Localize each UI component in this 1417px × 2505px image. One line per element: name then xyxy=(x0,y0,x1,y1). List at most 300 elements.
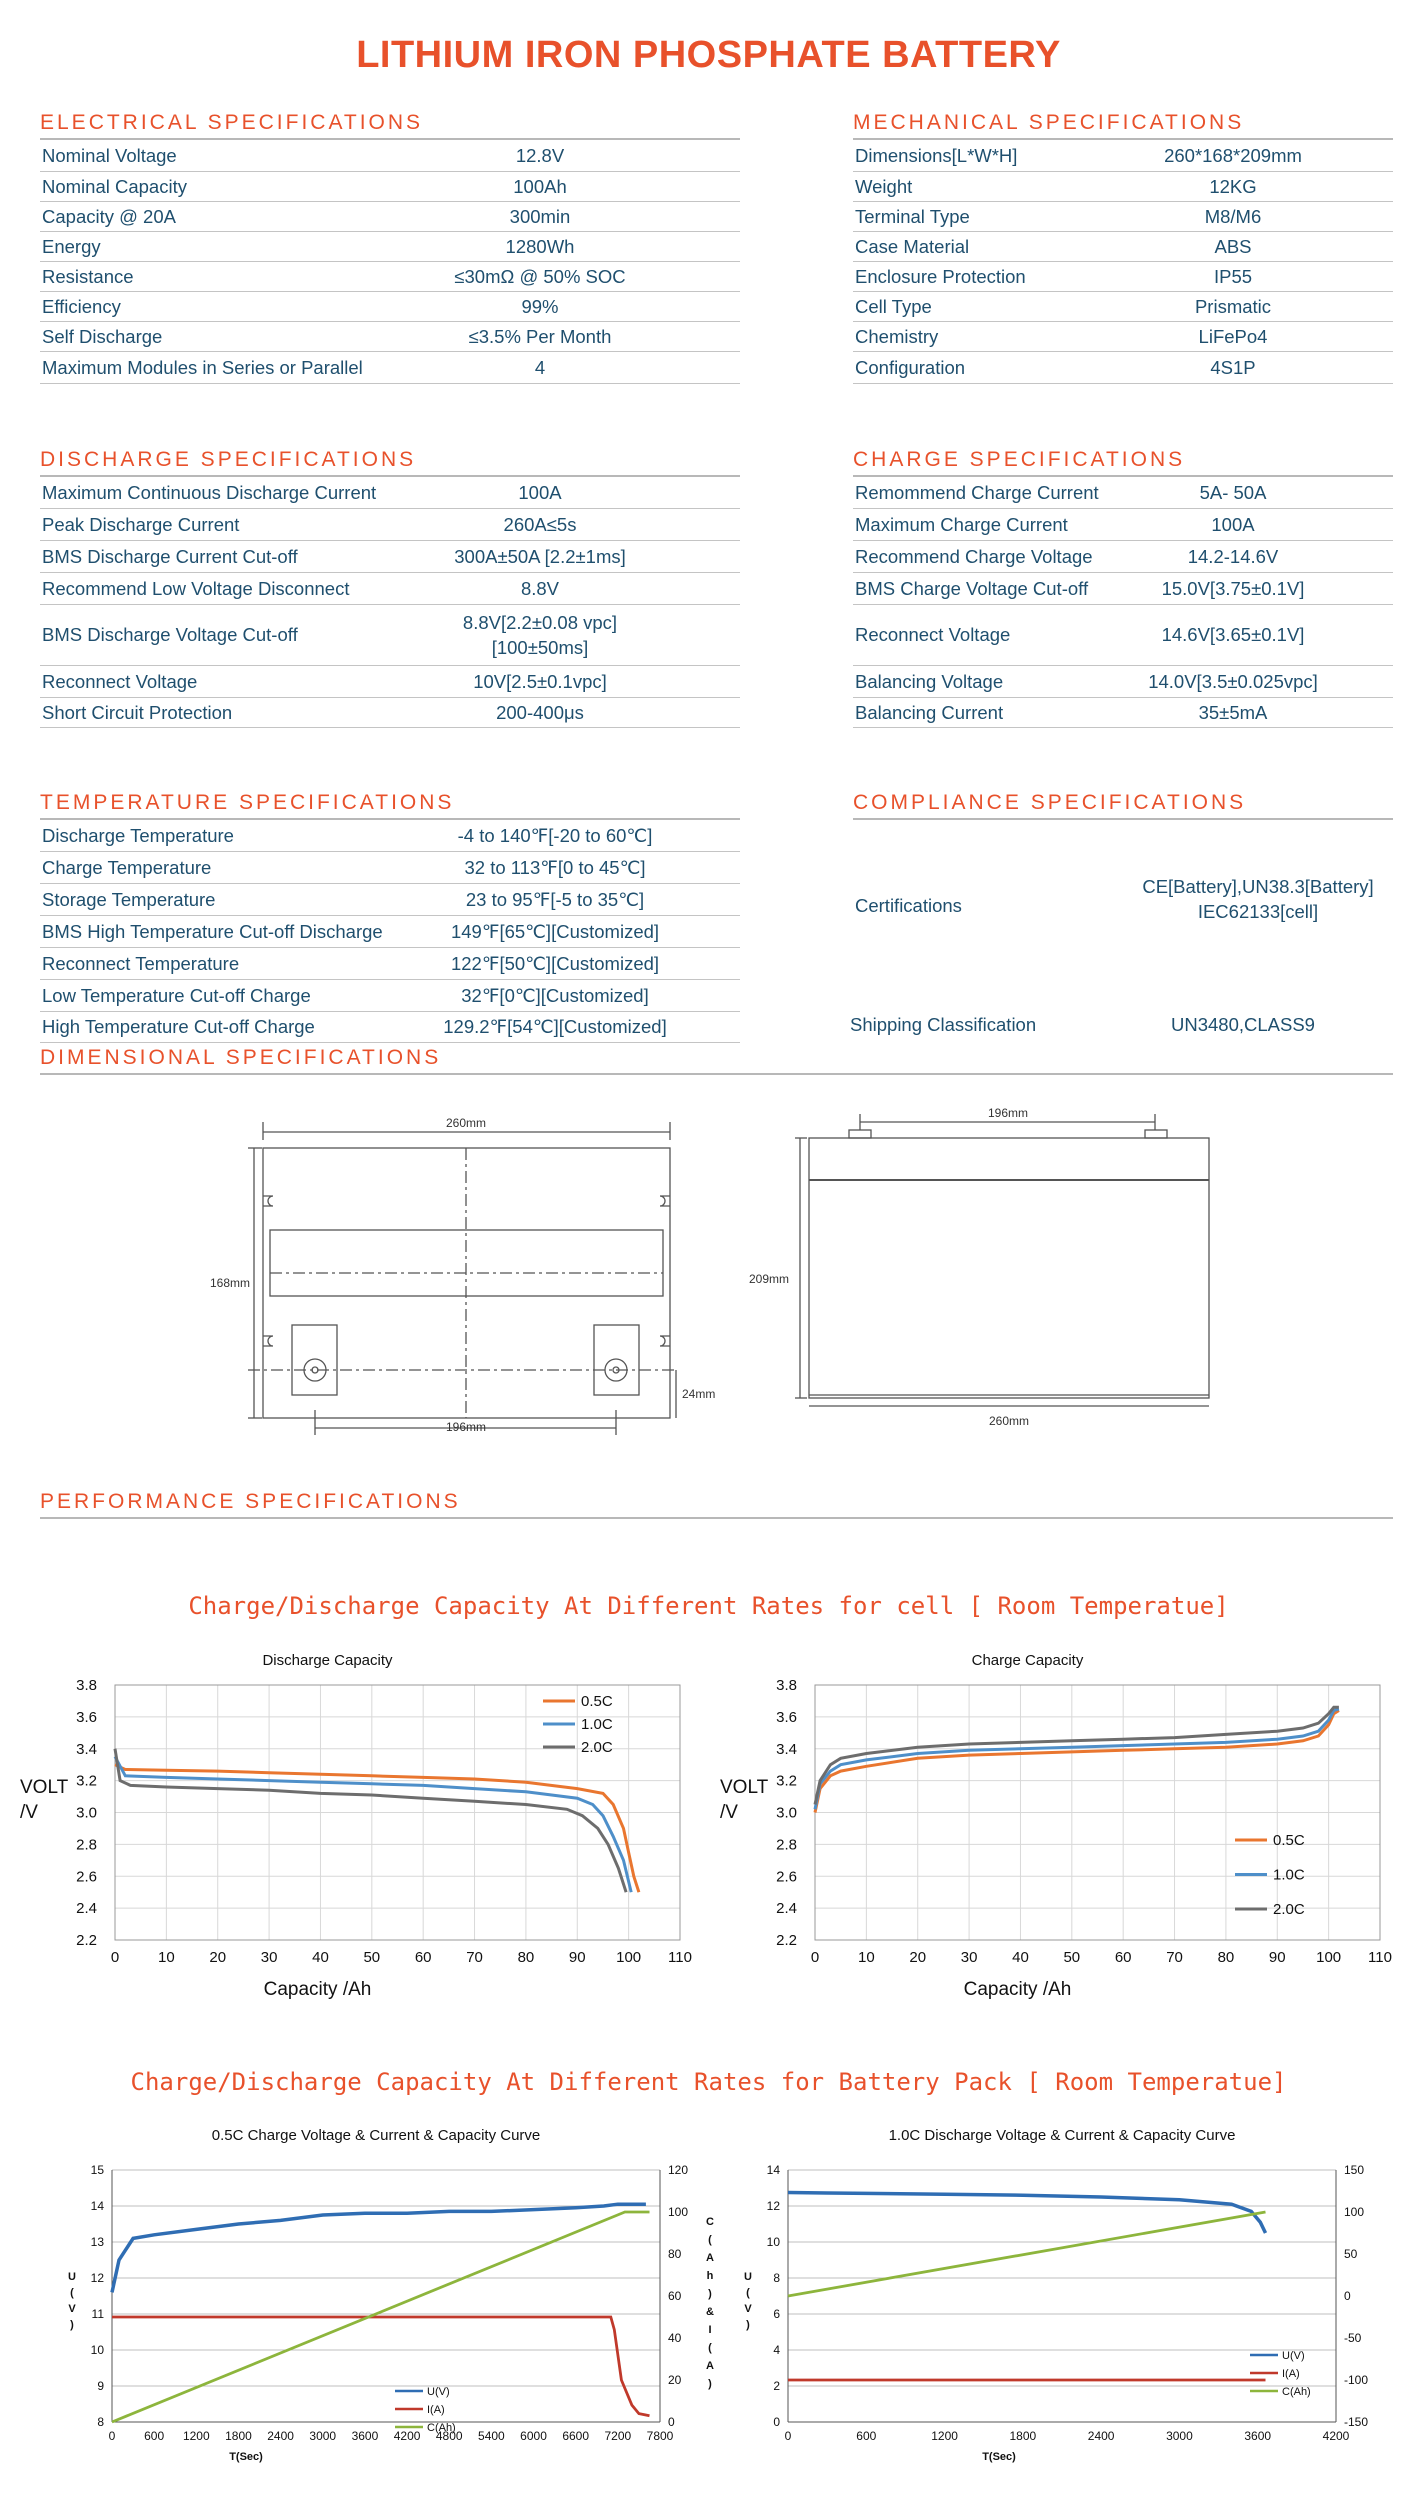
charge-label: BMS Charge Voltage Cut-off xyxy=(855,577,1089,599)
y-right-axis-label-char: ( xyxy=(708,2234,712,2246)
legend-label: U(V) xyxy=(427,2386,450,2398)
temperature-value: 23 to 95℉[-5 to 35℃] xyxy=(465,888,645,910)
y-tick-label: 0 xyxy=(773,2415,780,2429)
y-axis-label-char: U xyxy=(744,2271,752,2283)
shipping-value: UN3480,CLASS9 xyxy=(1171,1014,1315,1035)
y-tick-label: 2.8 xyxy=(776,1836,797,1854)
charge-row xyxy=(853,605,1393,666)
x-tick-label: 4200 xyxy=(393,2429,421,2443)
discharge-value-line1: 8.8V[2.2±0.08 vpc] xyxy=(462,612,618,633)
mechanical-value: 260*168*209mm xyxy=(1164,144,1302,166)
y-tick-label: 6 xyxy=(773,2307,780,2321)
y-tick-label: 8 xyxy=(97,2415,104,2429)
electrical-row xyxy=(40,172,740,202)
discharge-row xyxy=(40,666,740,698)
y-tick-label: 3.2 xyxy=(776,1772,797,1790)
electrical-row xyxy=(40,322,740,352)
legend-label: 0.5C xyxy=(1273,1832,1305,1849)
temperature-row xyxy=(40,980,740,1012)
y-axis-label: VOLT xyxy=(20,1777,69,1798)
temperature-value: 149℉[65℃][Customized] xyxy=(450,920,660,942)
temperature-label: Discharge Temperature xyxy=(42,824,234,846)
charge-label: Recommend Charge Voltage xyxy=(855,545,1093,567)
mechanical-value: 4S1P xyxy=(1210,356,1256,378)
electrical-value: ≤30mΩ @ 50% SOC xyxy=(454,265,626,287)
pack-discharge-curve-chart xyxy=(730,2115,1390,2485)
temperature-row xyxy=(40,916,740,948)
x-tick-label: 110 xyxy=(668,1949,692,1966)
legend-label: 1.0C xyxy=(581,1716,613,1733)
electrical-value: 4 xyxy=(534,356,546,378)
y-tick-label: 2.8 xyxy=(76,1836,97,1854)
x-tick-label: 70 xyxy=(1166,1949,1183,1966)
x-tick-label: 20 xyxy=(209,1949,227,1966)
temperature-value: -4 to 140℉[-20 to 60℃] xyxy=(457,824,653,846)
y-tick-label: 3.0 xyxy=(776,1804,797,1822)
discharge-row xyxy=(40,541,740,573)
x-tick-label: 20 xyxy=(909,1949,927,1966)
discharge-label: Maximum Continuous Discharge Current xyxy=(42,481,377,503)
y-right-tick-label: 40 xyxy=(668,2331,682,2345)
y-tick-label: 2.2 xyxy=(76,1932,97,1949)
electrical-row xyxy=(40,352,740,384)
legend-label: U(V) xyxy=(1282,2350,1305,2362)
x-tick-label: 0 xyxy=(110,1949,120,1966)
side-terminal-right xyxy=(1145,1130,1167,1138)
charge-value: 5A- 50A xyxy=(1199,481,1267,503)
temperature-row xyxy=(40,820,740,852)
y-right-tick-label: -50 xyxy=(1344,2331,1362,2345)
x-tick-label: 100 xyxy=(1316,1949,1342,1966)
y-right-axis-label-char: A xyxy=(706,2252,714,2264)
x-tick-label: 7200 xyxy=(604,2429,632,2443)
discharge-value: 300A±50A [2.2±1ms] xyxy=(454,545,626,567)
temperature-value: 122℉[50℃][Customized] xyxy=(450,952,660,974)
y-tick-label: 3.8 xyxy=(76,1677,97,1694)
certifications-value xyxy=(1123,874,1393,924)
charge-label: Balancing Current xyxy=(855,701,1004,723)
chart-title: Charge Capacity xyxy=(971,1652,1084,1669)
y-right-axis-label-char: A xyxy=(706,2360,714,2372)
mechanical-value: IP55 xyxy=(1213,265,1253,287)
mechanical-label: Chemistry xyxy=(855,325,939,347)
discharge-row xyxy=(40,509,740,541)
charge-value: 100A xyxy=(1211,513,1255,535)
discharge-capacity-chart xyxy=(0,1640,700,2020)
y-axis-label: VOLT xyxy=(720,1777,769,1798)
y-axis-label-char: U xyxy=(68,2271,76,2283)
shipping-row xyxy=(850,1010,1393,1038)
electrical-label: Self Discharge xyxy=(42,325,163,347)
y-tick-label: 2.4 xyxy=(76,1900,97,1918)
top-terminal-label: 24mm xyxy=(682,1387,716,1401)
electrical-section xyxy=(40,108,740,384)
x-tick-label: 1200 xyxy=(931,2429,958,2443)
legend-label: C(Ah) xyxy=(427,2422,456,2434)
charge-label: Remommend Charge Current xyxy=(855,481,1099,503)
mechanical-row xyxy=(853,140,1393,172)
y-tick-label: 14 xyxy=(90,2199,104,2213)
x-tick-label: 40 xyxy=(1012,1949,1029,1966)
temperature-label: Low Temperature Cut-off Charge xyxy=(42,984,311,1006)
charge-value: 14.6V[3.65±0.1V] xyxy=(1161,624,1305,645)
chart-title: 1.0C Discharge Voltage & Current & Capacity Curve xyxy=(888,2127,1236,2144)
discharge-row xyxy=(40,477,740,509)
shipping-label: Shipping Classification xyxy=(850,1014,1037,1035)
legend-label: 2.0C xyxy=(581,1739,613,1756)
legend-label: I(A) xyxy=(1282,2368,1300,2380)
electrical-value: 100Ah xyxy=(513,175,567,197)
y-tick-label: 3.4 xyxy=(76,1740,97,1758)
y-tick-label: 2.2 xyxy=(776,1932,797,1949)
temperature-label: BMS High Temperature Cut-off Discharge xyxy=(42,920,383,942)
electrical-label: Resistance xyxy=(42,265,134,287)
pack-chart-title: Charge/Discharge Capacity At Different Rates for Battery Pack [ Room Temperatue] xyxy=(130,2068,1287,2096)
certifications-value-line1: CE[Battery],UN38.3[Battery] xyxy=(1142,876,1374,897)
dimensional-heading: DIMENSIONAL SPECIFICATIONS xyxy=(40,1043,1393,1075)
electrical-label: Capacity @ 20A xyxy=(42,205,176,227)
y-right-axis-label-char: C xyxy=(706,2216,714,2228)
discharge-label: Short Circuit Protection xyxy=(42,701,233,723)
x-tick-label: 6000 xyxy=(520,2429,547,2443)
charge-heading: CHARGE SPECIFICATIONS xyxy=(853,445,1393,477)
temperature-label: Charge Temperature xyxy=(42,856,212,878)
series-line-C(Ah) xyxy=(788,2212,1266,2296)
x-axis-label: Capacity /Ah xyxy=(263,1979,372,2000)
discharge-value-line2: [100±50ms] xyxy=(491,637,589,658)
charge-value: 14.0V[3.5±0.025vpc] xyxy=(1148,670,1318,692)
electrical-row xyxy=(40,232,740,262)
discharge-label: Recommend Low Voltage Disconnect xyxy=(42,577,350,599)
temperature-label: Reconnect Temperature xyxy=(42,952,240,974)
side-view-outline xyxy=(809,1138,1209,1398)
y-axis-label-char: ( xyxy=(70,2287,74,2299)
y-axis-label-char: V xyxy=(744,2303,752,2315)
series-line-U(V) xyxy=(112,2204,646,2292)
discharge-value xyxy=(390,610,690,660)
pack-charge-curve-chart xyxy=(40,2115,714,2485)
y-tick-label: 3.6 xyxy=(76,1708,97,1726)
page-title: LITHIUM IRON PHOSPHATE BATTERY xyxy=(356,34,1061,76)
mechanical-row xyxy=(853,292,1393,322)
x-tick-label: 3000 xyxy=(1166,2429,1193,2443)
mechanical-value: ABS xyxy=(1214,235,1252,257)
side-height-label: 209mm xyxy=(749,1272,790,1286)
electrical-row xyxy=(40,292,740,322)
legend-label: 0.5C xyxy=(581,1693,613,1710)
y-right-tick-label: 60 xyxy=(668,2289,682,2303)
discharge-value: 100A xyxy=(518,481,562,503)
x-tick-label: 3600 xyxy=(351,2429,379,2443)
top-view-drawing xyxy=(210,1110,716,1440)
compliance-heading: COMPLIANCE SPECIFICATIONS xyxy=(853,788,1393,820)
temperature-value: 32 to 113℉[0 to 45℃] xyxy=(464,856,646,878)
x-tick-label: 100 xyxy=(616,1949,642,1966)
y-tick-label: 2 xyxy=(773,2379,780,2393)
discharge-label: BMS Discharge Voltage Cut-off xyxy=(42,624,298,645)
legend-label: 2.0C xyxy=(1273,1901,1305,1918)
temperature-value: 129.2℉[54℃][Customized] xyxy=(443,1016,667,1037)
y-tick-label: 8 xyxy=(773,2271,780,2285)
x-tick-label: 4200 xyxy=(1322,2429,1350,2443)
electrical-row xyxy=(40,262,740,292)
electrical-value: 99% xyxy=(521,295,559,317)
top-width-label: 260mm xyxy=(445,1116,487,1130)
y-tick-label: 3.2 xyxy=(76,1772,97,1790)
legend-label: C(Ah) xyxy=(1282,2386,1311,2398)
electrical-row xyxy=(40,202,740,232)
y-tick-label: 2.6 xyxy=(76,1868,97,1886)
mechanical-row xyxy=(853,202,1393,232)
x-tick-label: 30 xyxy=(960,1949,978,1966)
electrical-row xyxy=(40,140,740,172)
x-tick-label: 2400 xyxy=(1087,2429,1115,2443)
side-terminal-left xyxy=(849,1130,871,1138)
discharge-value: 200-400μs xyxy=(496,701,584,723)
discharge-value: 10V[2.5±0.1vpc] xyxy=(473,670,607,692)
y-tick-label: 13 xyxy=(90,2235,104,2249)
mechanical-label: Weight xyxy=(855,175,913,197)
x-tick-label: 0 xyxy=(108,2429,116,2443)
y-right-tick-label: 20 xyxy=(668,2373,682,2387)
discharge-label: BMS Discharge Current Cut-off xyxy=(42,545,298,567)
y-tick-label: 4 xyxy=(773,2343,780,2357)
x-tick-label: 40 xyxy=(312,1949,329,1966)
series-line-I(A) xyxy=(112,2317,650,2416)
y-axis-label-char: ( xyxy=(746,2287,750,2299)
charge-row xyxy=(853,477,1393,509)
series-line-U(V) xyxy=(788,2193,1266,2234)
x-tick-label: 110 xyxy=(1368,1949,1392,1966)
charge-value: 35±5mA xyxy=(1198,701,1268,723)
y-right-axis-label-char: ) xyxy=(708,2378,712,2390)
x-tick-label: 60 xyxy=(414,1949,432,1966)
series-line-1.0C xyxy=(815,1709,1339,1809)
discharge-section xyxy=(40,445,740,728)
series-line-0.5C xyxy=(815,1711,1339,1813)
charge-value: 14.2-14.6V xyxy=(1187,545,1279,567)
compliance-section xyxy=(853,788,1393,992)
y-tick-label: 12 xyxy=(766,2199,780,2213)
x-axis-label: T(Sec) xyxy=(229,2451,263,2463)
y-tick-label: 3.8 xyxy=(776,1677,797,1694)
y-right-axis-label-char: I xyxy=(708,2324,712,2336)
x-tick-label: 3000 xyxy=(309,2429,337,2443)
y-tick-label: 3.0 xyxy=(76,1804,97,1822)
temperature-value: 32℉[0℃][Customized] xyxy=(461,984,649,1006)
y-tick-label: 3.4 xyxy=(776,1740,797,1758)
electrical-label: Maximum Modules in Series or Parallel xyxy=(42,356,363,378)
temperature-label: High Temperature Cut-off Charge xyxy=(42,1016,315,1037)
y-tick-label: 2.4 xyxy=(776,1900,797,1918)
side-top-label: 196mm xyxy=(987,1106,1029,1120)
x-tick-label: 50 xyxy=(363,1949,381,1966)
legend-label: 1.0C xyxy=(1273,1866,1305,1884)
chart-title: 0.5C Charge Voltage & Current & Capacity Curve xyxy=(211,2127,541,2144)
x-axis-label: T(Sec) xyxy=(982,2451,1016,2463)
x-tick-label: 600 xyxy=(144,2429,165,2443)
y-tick-label: 11 xyxy=(91,2307,104,2321)
discharge-label: Peak Discharge Current xyxy=(42,513,240,535)
y-right-tick-label: -100 xyxy=(1344,2373,1369,2387)
mechanical-row xyxy=(853,262,1393,292)
electrical-value: 300min xyxy=(509,205,571,227)
dimensional-section xyxy=(40,1043,1393,1075)
temperature-label: Storage Temperature xyxy=(42,888,216,910)
top-view-terminal-right xyxy=(594,1325,639,1395)
electrical-heading: ELECTRICAL SPECIFICATIONS xyxy=(40,108,740,140)
temperature-section xyxy=(40,788,740,1043)
legend-label: I(A) xyxy=(427,2404,445,2416)
chart-title: Discharge Capacity xyxy=(262,1652,393,1669)
mechanical-row xyxy=(853,232,1393,262)
electrical-value: ≤3.5% Per Month xyxy=(468,325,612,347)
x-tick-label: 30 xyxy=(260,1949,278,1966)
temperature-row xyxy=(40,884,740,916)
y-right-axis-label-char: h xyxy=(706,2270,714,2282)
y-right-tick-label: 120 xyxy=(668,2163,689,2177)
electrical-label: Nominal Capacity xyxy=(42,175,187,197)
y-right-axis-label-char: ( xyxy=(708,2342,712,2354)
mechanical-label: Configuration xyxy=(855,356,966,378)
y-right-tick-label: 100 xyxy=(1344,2205,1365,2219)
mechanical-label: Cell Type xyxy=(855,295,932,317)
mechanical-value: LiFePo4 xyxy=(1198,325,1268,347)
charge-row xyxy=(853,573,1393,605)
y-axis-label-char: V xyxy=(68,2303,76,2315)
y-right-tick-label: 100 xyxy=(668,2205,689,2219)
charge-capacity-chart xyxy=(700,1640,1400,2020)
y-axis-label-unit: /V xyxy=(20,1802,38,1823)
y-tick-label: 10 xyxy=(766,2235,780,2249)
mechanical-row xyxy=(853,172,1393,202)
charge-row xyxy=(853,509,1393,541)
x-tick-label: 5400 xyxy=(478,2429,505,2443)
x-tick-label: 90 xyxy=(1268,1949,1286,1966)
y-right-tick-label: 150 xyxy=(1344,2163,1365,2177)
x-tick-label: 80 xyxy=(1217,1949,1235,1966)
side-bottom-label: 260mm xyxy=(988,1414,1030,1428)
charge-row xyxy=(853,698,1393,728)
x-tick-label: 1200 xyxy=(182,2429,210,2443)
charge-row xyxy=(853,541,1393,573)
x-tick-label: 600 xyxy=(856,2429,877,2443)
cell-chart-title: Charge/Discharge Capacity At Different Rates for cell [ Room Temperatue] xyxy=(188,1592,1229,1620)
y-right-tick-label: 80 xyxy=(668,2247,682,2261)
top-view-terminal-left xyxy=(292,1325,337,1395)
performance-heading: PERFORMANCE SPECIFICATIONS xyxy=(40,1487,1393,1519)
mechanical-label: Enclosure Protection xyxy=(855,265,1026,287)
charge-section xyxy=(853,445,1393,728)
mechanical-value: Prismatic xyxy=(1194,295,1272,317)
y-right-tick-label: -150 xyxy=(1344,2415,1369,2429)
discharge-label: Reconnect Voltage xyxy=(42,670,198,692)
mechanical-value: M8/M6 xyxy=(1204,205,1262,227)
electrical-label: Nominal Voltage xyxy=(42,144,177,166)
y-axis-label-unit: /V xyxy=(720,1802,738,1823)
mechanical-row xyxy=(853,352,1393,384)
x-tick-label: 0 xyxy=(810,1949,820,1966)
y-tick-label: 15 xyxy=(90,2163,104,2177)
y-right-axis-label-char: ) xyxy=(708,2288,712,2300)
x-tick-label: 3600 xyxy=(1244,2429,1272,2443)
performance-section xyxy=(40,1487,1393,1519)
y-right-tick-label: 0 xyxy=(668,2415,675,2429)
charge-label: Reconnect Voltage xyxy=(855,624,1011,645)
x-tick-label: 90 xyxy=(568,1949,586,1966)
temperature-row xyxy=(40,948,740,980)
mechanical-label: Case Material xyxy=(855,235,970,257)
x-tick-label: 1800 xyxy=(1009,2429,1037,2443)
x-tick-label: 10 xyxy=(858,1949,875,1966)
discharge-row xyxy=(40,698,740,728)
mechanical-value: 12KG xyxy=(1209,175,1257,197)
electrical-value: 12.8V xyxy=(515,144,565,166)
electrical-value: 1280Wh xyxy=(505,235,575,257)
electrical-label: Efficiency xyxy=(42,295,121,317)
temperature-heading: TEMPERATURE SPECIFICATIONS xyxy=(40,788,740,820)
discharge-row xyxy=(40,605,740,666)
certifications-row xyxy=(853,820,1393,992)
certifications-label: Certifications xyxy=(855,895,962,916)
temperature-row xyxy=(40,1012,740,1043)
y-tick-label: 2.6 xyxy=(776,1868,797,1886)
y-tick-label: 10 xyxy=(90,2343,104,2357)
y-right-tick-label: 0 xyxy=(1344,2289,1351,2303)
y-tick-label: 3.6 xyxy=(776,1708,797,1726)
top-bottom-label: 196mm xyxy=(445,1420,487,1434)
top-height-label: 168mm xyxy=(210,1276,251,1290)
mechanical-label: Terminal Type xyxy=(855,205,970,227)
x-tick-label: 80 xyxy=(517,1949,535,1966)
discharge-value: 8.8V xyxy=(520,577,560,599)
discharge-value: 260A≤5s xyxy=(503,513,577,535)
x-tick-label: 70 xyxy=(466,1949,483,1966)
side-view-drawing xyxy=(745,1100,1225,1440)
x-tick-label: 50 xyxy=(1063,1949,1081,1966)
y-axis-label-char: ) xyxy=(70,2319,74,2331)
electrical-label: Energy xyxy=(42,235,101,257)
x-tick-label: 10 xyxy=(158,1949,175,1966)
x-tick-label: 6600 xyxy=(562,2429,590,2443)
discharge-row xyxy=(40,573,740,605)
x-tick-label: 2400 xyxy=(267,2429,294,2443)
x-tick-label: 0 xyxy=(784,2429,792,2443)
certifications-value-line2: IEC62133[cell] xyxy=(1197,901,1319,922)
charge-value: 15.0V[3.75±0.1V] xyxy=(1161,577,1305,599)
charge-label: Maximum Charge Current xyxy=(855,513,1068,535)
y-axis-label-char: ) xyxy=(746,2319,750,2331)
temperature-row xyxy=(40,852,740,884)
x-tick-label: 7800 xyxy=(646,2429,674,2443)
x-tick-label: 1800 xyxy=(225,2429,252,2443)
mechanical-heading: MECHANICAL SPECIFICATIONS xyxy=(853,108,1393,140)
mechanical-label: Dimensions[L*W*H] xyxy=(855,144,1018,166)
x-tick-label: 4800 xyxy=(435,2429,463,2443)
x-axis-label: Capacity /Ah xyxy=(963,1979,1072,2000)
x-tick-label: 60 xyxy=(1114,1949,1132,1966)
y-right-axis-label-char: & xyxy=(706,2306,714,2318)
mechanical-section xyxy=(853,108,1393,384)
charge-label: Balancing Voltage xyxy=(855,670,1004,692)
y-tick-label: 14 xyxy=(766,2163,780,2177)
discharge-heading: DISCHARGE SPECIFICATIONS xyxy=(40,445,740,477)
charge-row xyxy=(853,666,1393,698)
y-right-tick-label: 50 xyxy=(1344,2247,1358,2261)
y-tick-label: 9 xyxy=(97,2379,104,2393)
y-tick-label: 12 xyxy=(90,2271,104,2285)
mechanical-row xyxy=(853,322,1393,352)
